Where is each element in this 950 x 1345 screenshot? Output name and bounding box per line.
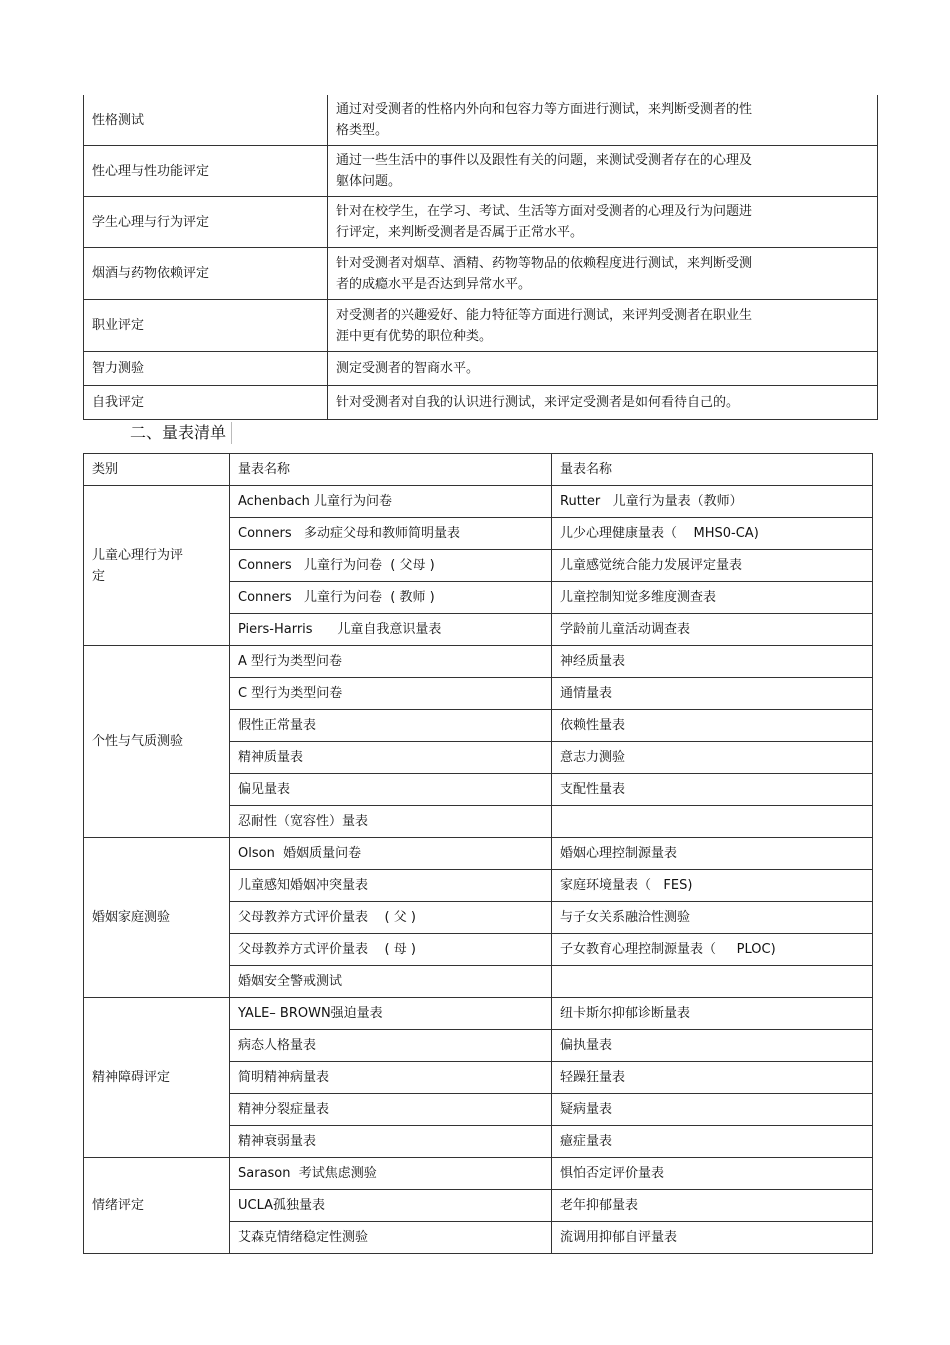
scale-name-cell: 简明精神病量表 [230, 1062, 552, 1094]
table-row [84, 486, 873, 518]
category-cell [84, 998, 230, 1158]
scale-name-cell: 儿童感知婚姻冲突量表 [230, 870, 552, 902]
header-scale-name-1: 量表名称 [230, 454, 552, 486]
scale-name-cell: 偏执量表 [552, 1030, 873, 1062]
test-type-name: 烟酒与药物依赖评定 [84, 248, 328, 300]
scale-name-cell: Piers-Harris 儿童自我意识量表 [230, 614, 552, 646]
header-scale-name-2: 量表名称 [552, 454, 873, 486]
test-type-description [328, 197, 878, 248]
scale-list-table [83, 453, 873, 1254]
text-line: 儿童心理行为评 [92, 547, 184, 563]
scale-name-cell: 支配性量表 [552, 774, 873, 806]
test-type-description [328, 248, 878, 300]
intro-row [84, 95, 878, 146]
section-heading: 二、量表清单 [130, 422, 232, 444]
table-header-row [84, 454, 873, 486]
text-line: 对受测者的兴趣爱好、能力特征等方面进行测试，来评判受测者在职业生 [336, 307, 753, 323]
intro-row [84, 300, 878, 352]
scale-name-cell [552, 806, 873, 838]
scale-name-cell: Olson 婚姻质量问卷 [230, 838, 552, 870]
scale-name-cell: 艾森克情绪稳定性测验 [230, 1222, 552, 1254]
scale-name-cell: 婚姻安全警戒测试 [230, 966, 552, 998]
test-type-name: 性格测试 [84, 95, 328, 146]
text-line: 通过一些生活中的事件以及跟性有关的问题，来测试受测者存在的心理及 [336, 153, 753, 168]
scale-name-cell: 家庭环境量表（ FES) [552, 870, 873, 902]
scale-name-cell: Rutter 儿童行为量表（教师） [552, 486, 873, 518]
test-type-name: 性心理与性功能评定 [84, 146, 328, 197]
scale-name-cell: Achenbach 儿童行为问卷 [230, 486, 552, 518]
table-row [84, 1158, 873, 1190]
text-line: 个性与气质测验 [92, 734, 184, 749]
scale-name-cell: Conners 儿童行为问卷 ( 教师 ) [230, 582, 552, 614]
test-type-name: 职业评定 [84, 300, 328, 352]
text-line: 行评定，来判断受测者是否属于正常水平。 [336, 225, 584, 240]
text-line: 躯体问题。 [336, 174, 402, 189]
table-row [84, 838, 873, 870]
table-row [84, 998, 873, 1030]
scale-name-cell: A 型行为类型问卷 [230, 646, 552, 678]
scale-name-cell: 通情量表 [552, 678, 873, 710]
scale-name-cell: 精神衰弱量表 [230, 1126, 552, 1158]
category-cell [84, 646, 230, 838]
scale-name-cell: 儿少心理健康量表（ MHS0-CA) [552, 518, 873, 550]
scale-name-cell: 疑病量表 [552, 1094, 873, 1126]
scale-name-cell: 纽卡斯尔抑郁诊断量表 [552, 998, 873, 1030]
test-type-description [328, 146, 878, 197]
text-line: 针对受测者对烟草、酒精、药物等物品的依赖程度进行测试，来判断受测 [336, 255, 753, 271]
scale-name-cell: 老年抑郁量表 [552, 1190, 873, 1222]
category-cell [84, 486, 230, 646]
text-line: 情绪评定 [92, 1198, 145, 1213]
text-line: 定 [92, 568, 106, 584]
test-type-name: 自我评定 [84, 386, 328, 420]
scale-name-cell [552, 966, 873, 998]
test-type-description [328, 386, 878, 420]
scale-name-cell: Conners 儿童行为问卷 ( 父母 ) [230, 550, 552, 582]
scale-name-cell: 轻躁狂量表 [552, 1062, 873, 1094]
intro-row [84, 352, 878, 386]
scale-name-cell: 意志力测验 [552, 742, 873, 774]
scale-name-cell: 癔症量表 [552, 1126, 873, 1158]
scale-name-cell: 流调用抑郁自评量表 [552, 1222, 873, 1254]
scale-name-cell: YALE– BROWN强迫量表 [230, 998, 552, 1030]
text-line: 婚姻家庭测验 [92, 910, 171, 925]
category-cell [84, 1158, 230, 1254]
intro-table [83, 95, 878, 420]
scale-name-cell: 婚姻心理控制源量表 [552, 838, 873, 870]
scale-name-cell: 父母教养方式评价量表 ( 母 ) [230, 934, 552, 966]
header-category: 类别 [84, 454, 230, 486]
test-type-name: 学生心理与行为评定 [84, 197, 328, 248]
test-type-description [328, 300, 878, 352]
scale-name-cell: Conners 多动症父母和教师简明量表 [230, 518, 552, 550]
intro-row [84, 248, 878, 300]
test-type-description [328, 95, 878, 146]
scale-name-cell: 与子女关系融洽性测验 [552, 902, 873, 934]
scale-name-cell: 精神质量表 [230, 742, 552, 774]
text-line: 通过对受测者的性格内外向和包容力等方面进行测试，来判断受测者的性 [336, 102, 753, 117]
scale-name-cell: 学龄前儿童活动调查表 [552, 614, 873, 646]
scale-name-cell: 忍耐性（宽容性）量表 [230, 806, 552, 838]
scale-name-cell: 假性正常量表 [230, 710, 552, 742]
scale-name-cell: UCLA孤独量表 [230, 1190, 552, 1222]
scale-name-cell: 病态人格量表 [230, 1030, 552, 1062]
text-line: 针对受测者对自我的认识进行测试，来评定受测者是如何看待自己的。 [336, 395, 740, 410]
table-row [84, 646, 873, 678]
scale-name-cell: 父母教养方式评价量表 ( 父 ) [230, 902, 552, 934]
scale-name-cell: 偏见量表 [230, 774, 552, 806]
text-line: 精神障碍评定 [92, 1070, 171, 1085]
scale-name-cell: 儿童控制知觉多维度测查表 [552, 582, 873, 614]
text-line: 格类型。 [336, 123, 389, 138]
scale-name-cell: 依赖性量表 [552, 710, 873, 742]
scale-name-cell: C 型行为类型问卷 [230, 678, 552, 710]
text-line: 涯中更有优势的职位种类。 [336, 328, 493, 344]
intro-row [84, 197, 878, 248]
category-cell [84, 838, 230, 998]
text-line: 针对在校学生，在学习、考试、生活等方面对受测者的心理及行为问题进 [336, 204, 753, 219]
intro-row [84, 386, 878, 420]
scale-name-cell: 儿童感觉统合能力发展评定量表 [552, 550, 873, 582]
scale-name-cell: Sarason 考试焦虑测验 [230, 1158, 552, 1190]
text-line: 测定受测者的智商水平。 [336, 361, 480, 376]
intro-row [84, 146, 878, 197]
test-type-description [328, 352, 878, 386]
scale-name-cell: 神经质量表 [552, 646, 873, 678]
scale-name-cell: 精神分裂症量表 [230, 1094, 552, 1126]
text-line: 者的成瘾水平是否达到异常水平。 [336, 276, 532, 292]
scale-name-cell: 子女教育心理控制源量表（ PLOC) [552, 934, 873, 966]
test-type-name: 智力测验 [84, 352, 328, 386]
scale-name-cell: 惧怕否定评价量表 [552, 1158, 873, 1190]
